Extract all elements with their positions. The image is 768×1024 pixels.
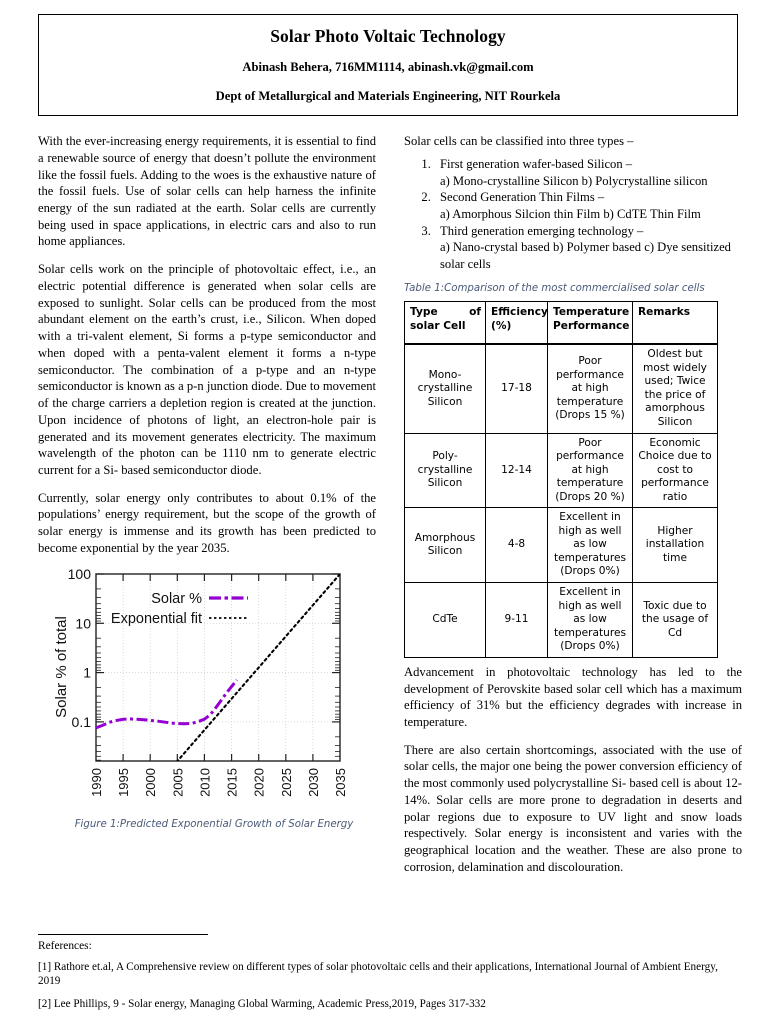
svg-text:2035: 2035 <box>333 767 348 797</box>
cell-type: CdTe <box>405 583 486 658</box>
table-header-type <box>405 302 486 345</box>
table-row <box>405 583 718 658</box>
table-header-type-word2: of <box>469 306 481 319</box>
cell-efficiency: 4-8 <box>486 508 548 583</box>
comparison-table <box>404 301 718 658</box>
list-item <box>434 223 742 273</box>
cell-type: Mono-crystalline Silicon <box>405 344 486 433</box>
legend-label-solar-percent: Solar % <box>151 590 202 607</box>
cell-remarks: Oldest but most widely used; Twice the price of amorphous Silicon <box>633 344 718 433</box>
svg-text:2030: 2030 <box>305 767 321 797</box>
cell-type: Amorphous Silicon <box>405 508 486 583</box>
type-title: First generation wafer-based Silicon – <box>440 156 633 171</box>
department-line: Dept of Metallurgical and Materials Engineering, NIT Rourkela <box>215 88 561 103</box>
paragraph-perovskite: Advancement in photovoltaic technology has led to the development of Perovskite based solar cell which has a maximum efficiency of 31% but the efficiency degrades with increase in temperature. <box>404 664 742 729</box>
table-header-type-line2: solar Cell <box>410 319 466 332</box>
paragraph-shortcomings: There are also certain shortcomings, associated with the use of solar cells, the major one being the power conversion efficiency of the most commonly used polycrystalline Si- based cell is about 12-14%. Solar cells are more prone to degradation in deserts and polar regions due to exposure to UV light and snow loads respectively. Solar energy is inconsistent and varies with the geographical location and the weather. These are also prone to corrosion, delamination and discolouration. <box>404 742 742 874</box>
table-row <box>405 344 718 433</box>
svg-text:1995: 1995 <box>116 767 132 797</box>
cell-type: Poly-crystalline Silicon <box>405 433 486 508</box>
table-row <box>405 508 718 583</box>
svg-text:2000: 2000 <box>143 767 159 797</box>
chart-series-solar-percent <box>96 680 237 728</box>
table-header-remarks: Remarks <box>633 302 718 345</box>
svg-text:1990: 1990 <box>89 767 104 797</box>
paragraph-photovoltaic-effect: Solar cells work on the principle of photovoltaic effect, i.e., an electric potential difference is generated when solar cells are exposed to sunlight. Solar cells can be produced from the most abundant element on the earth’s crust, i.e., Silicon. When doped with a tri-valent element, Si forms a p-type semiconductor and when doped with a penta-valent element it forms a n-type semiconductor. The combination of a p-type and an n-type semiconductor is known as a p-n junction diode. Due to movement of the charge carriers a depletion region is created at the junction. Upon incidence of photons of light, an electron-hole pair is generated and its movement generates electricity. The maximum wavelength of the photon can be 1110 nm to generate electric current for a Si- based semiconductor diode. <box>38 262 376 478</box>
type-subtypes: a) Amorphous Silcion thin Film b) CdTE Thin Film <box>440 207 701 221</box>
list-item <box>434 189 742 222</box>
figure-caption: Figure 1:Predicted Exponential Growth of Solar Energy <box>74 818 354 830</box>
chart-axes-frame <box>96 574 340 761</box>
cell-temperature: Excellent in high as well as low temperatures (Drops 0%) <box>548 583 633 658</box>
reference-item: [2] Lee Phillips, 9 - Solar energy, Managing Global Warming, Academic Press,2019, Pages 317-332 <box>38 998 486 1011</box>
references-label: References: <box>38 940 92 953</box>
cell-remarks: Toxic due to the usage of Cd <box>633 583 718 658</box>
table-header-temperature: Temperature Performance <box>548 302 633 345</box>
chart-legend <box>111 591 248 627</box>
chart-solar-growth <box>52 566 362 811</box>
cell-temperature: Poor performance at high temperature (Drops 15 %) <box>548 344 633 433</box>
solar-cell-types-list <box>404 156 742 273</box>
footnote-separator <box>38 934 208 935</box>
references-section <box>38 934 738 1014</box>
svg-text:100: 100 <box>67 565 91 582</box>
chart-y-axis-label: Solar % of total <box>53 615 70 718</box>
cell-temperature: Excellent in high as well as low temperatures (Drops 0%) <box>548 508 633 583</box>
chart-gridlines <box>96 574 340 761</box>
table-header-type-word1: Type <box>410 306 438 319</box>
type-title: Second Generation Thin Films – <box>440 190 605 205</box>
cell-efficiency: 9-11 <box>486 583 548 658</box>
svg-text:2005: 2005 <box>170 767 186 797</box>
left-column <box>38 133 376 830</box>
list-item <box>434 156 742 189</box>
table-header-efficiency: Efficiency (%) <box>486 302 548 345</box>
chart-x-tick-labels <box>89 768 348 797</box>
classification-lead: Solar cells can be classified into three types – <box>404 134 634 149</box>
cell-remarks: Higher installation time <box>633 508 718 583</box>
svg-text:10: 10 <box>75 614 91 631</box>
legend-label-exponential-fit: Exponential fit <box>110 610 202 627</box>
chart-y-ticks <box>96 574 340 722</box>
paragraph-growth: Currently, solar energy only contributes to about 0.1% of the populations’ energy requirement, but the scope of the growth of solar energy is immense and its growth has been predicted to become exponential by the year 2035. <box>38 490 376 555</box>
svg-text:2010: 2010 <box>197 767 213 797</box>
page-title: Solar Photo Voltaic Technology <box>270 26 506 46</box>
cell-temperature: Poor performance at high temperature (Drops 20 %) <box>548 433 633 508</box>
author-line: Abinash Behera, 716MM1114, abinash.vk@gmail.com <box>242 60 534 75</box>
type-title: Third generation emerging technology – <box>440 223 644 238</box>
chart-y-tick-labels <box>68 566 92 730</box>
cell-remarks: Economic Choice due to cost to performance ratio <box>633 433 718 508</box>
type-subtypes: a) Mono-crystalline Silicon b) Polycrystalline silicon <box>440 173 708 188</box>
type-subtypes: a) Nano-crystal based b) Polymer based c) Dye sensitized solar cells <box>440 240 731 272</box>
reference-item: [1] Rathore et.al, A Comprehensive review on different types of solar photovoltaic cells and their applications, International Journal of Ambient Energy, 2019 <box>38 961 718 987</box>
title-box <box>38 14 738 116</box>
svg-text:0.1: 0.1 <box>71 713 91 730</box>
cell-efficiency: 12-14 <box>486 433 548 508</box>
table-header-row <box>405 302 718 345</box>
paragraph-intro: With the ever-increasing energy requirements, it is essential to find a renewable source of energy that doesn’t pollute the environment like the fossil fuels. Adding to the woes is the exhaustive nature of the fossil fuels. Use of solar cells can help harness the infinite energy of the sun radiated at the earth. Solar cells are currently being used in space applications, in electric cars and also to run home appliances. <box>38 134 376 249</box>
svg-text:2020: 2020 <box>251 767 267 797</box>
two-column-body <box>38 133 742 887</box>
svg-text:2025: 2025 <box>278 767 294 797</box>
svg-text:1: 1 <box>83 664 91 681</box>
svg-text:2015: 2015 <box>224 767 240 797</box>
figure-1 <box>52 566 376 830</box>
chart-svg <box>52 566 362 811</box>
table-caption: Table 1:Comparison of the most commercialised solar cells <box>404 282 705 294</box>
table-row <box>405 433 718 508</box>
cell-efficiency: 17-18 <box>486 344 548 433</box>
right-column <box>404 133 742 887</box>
